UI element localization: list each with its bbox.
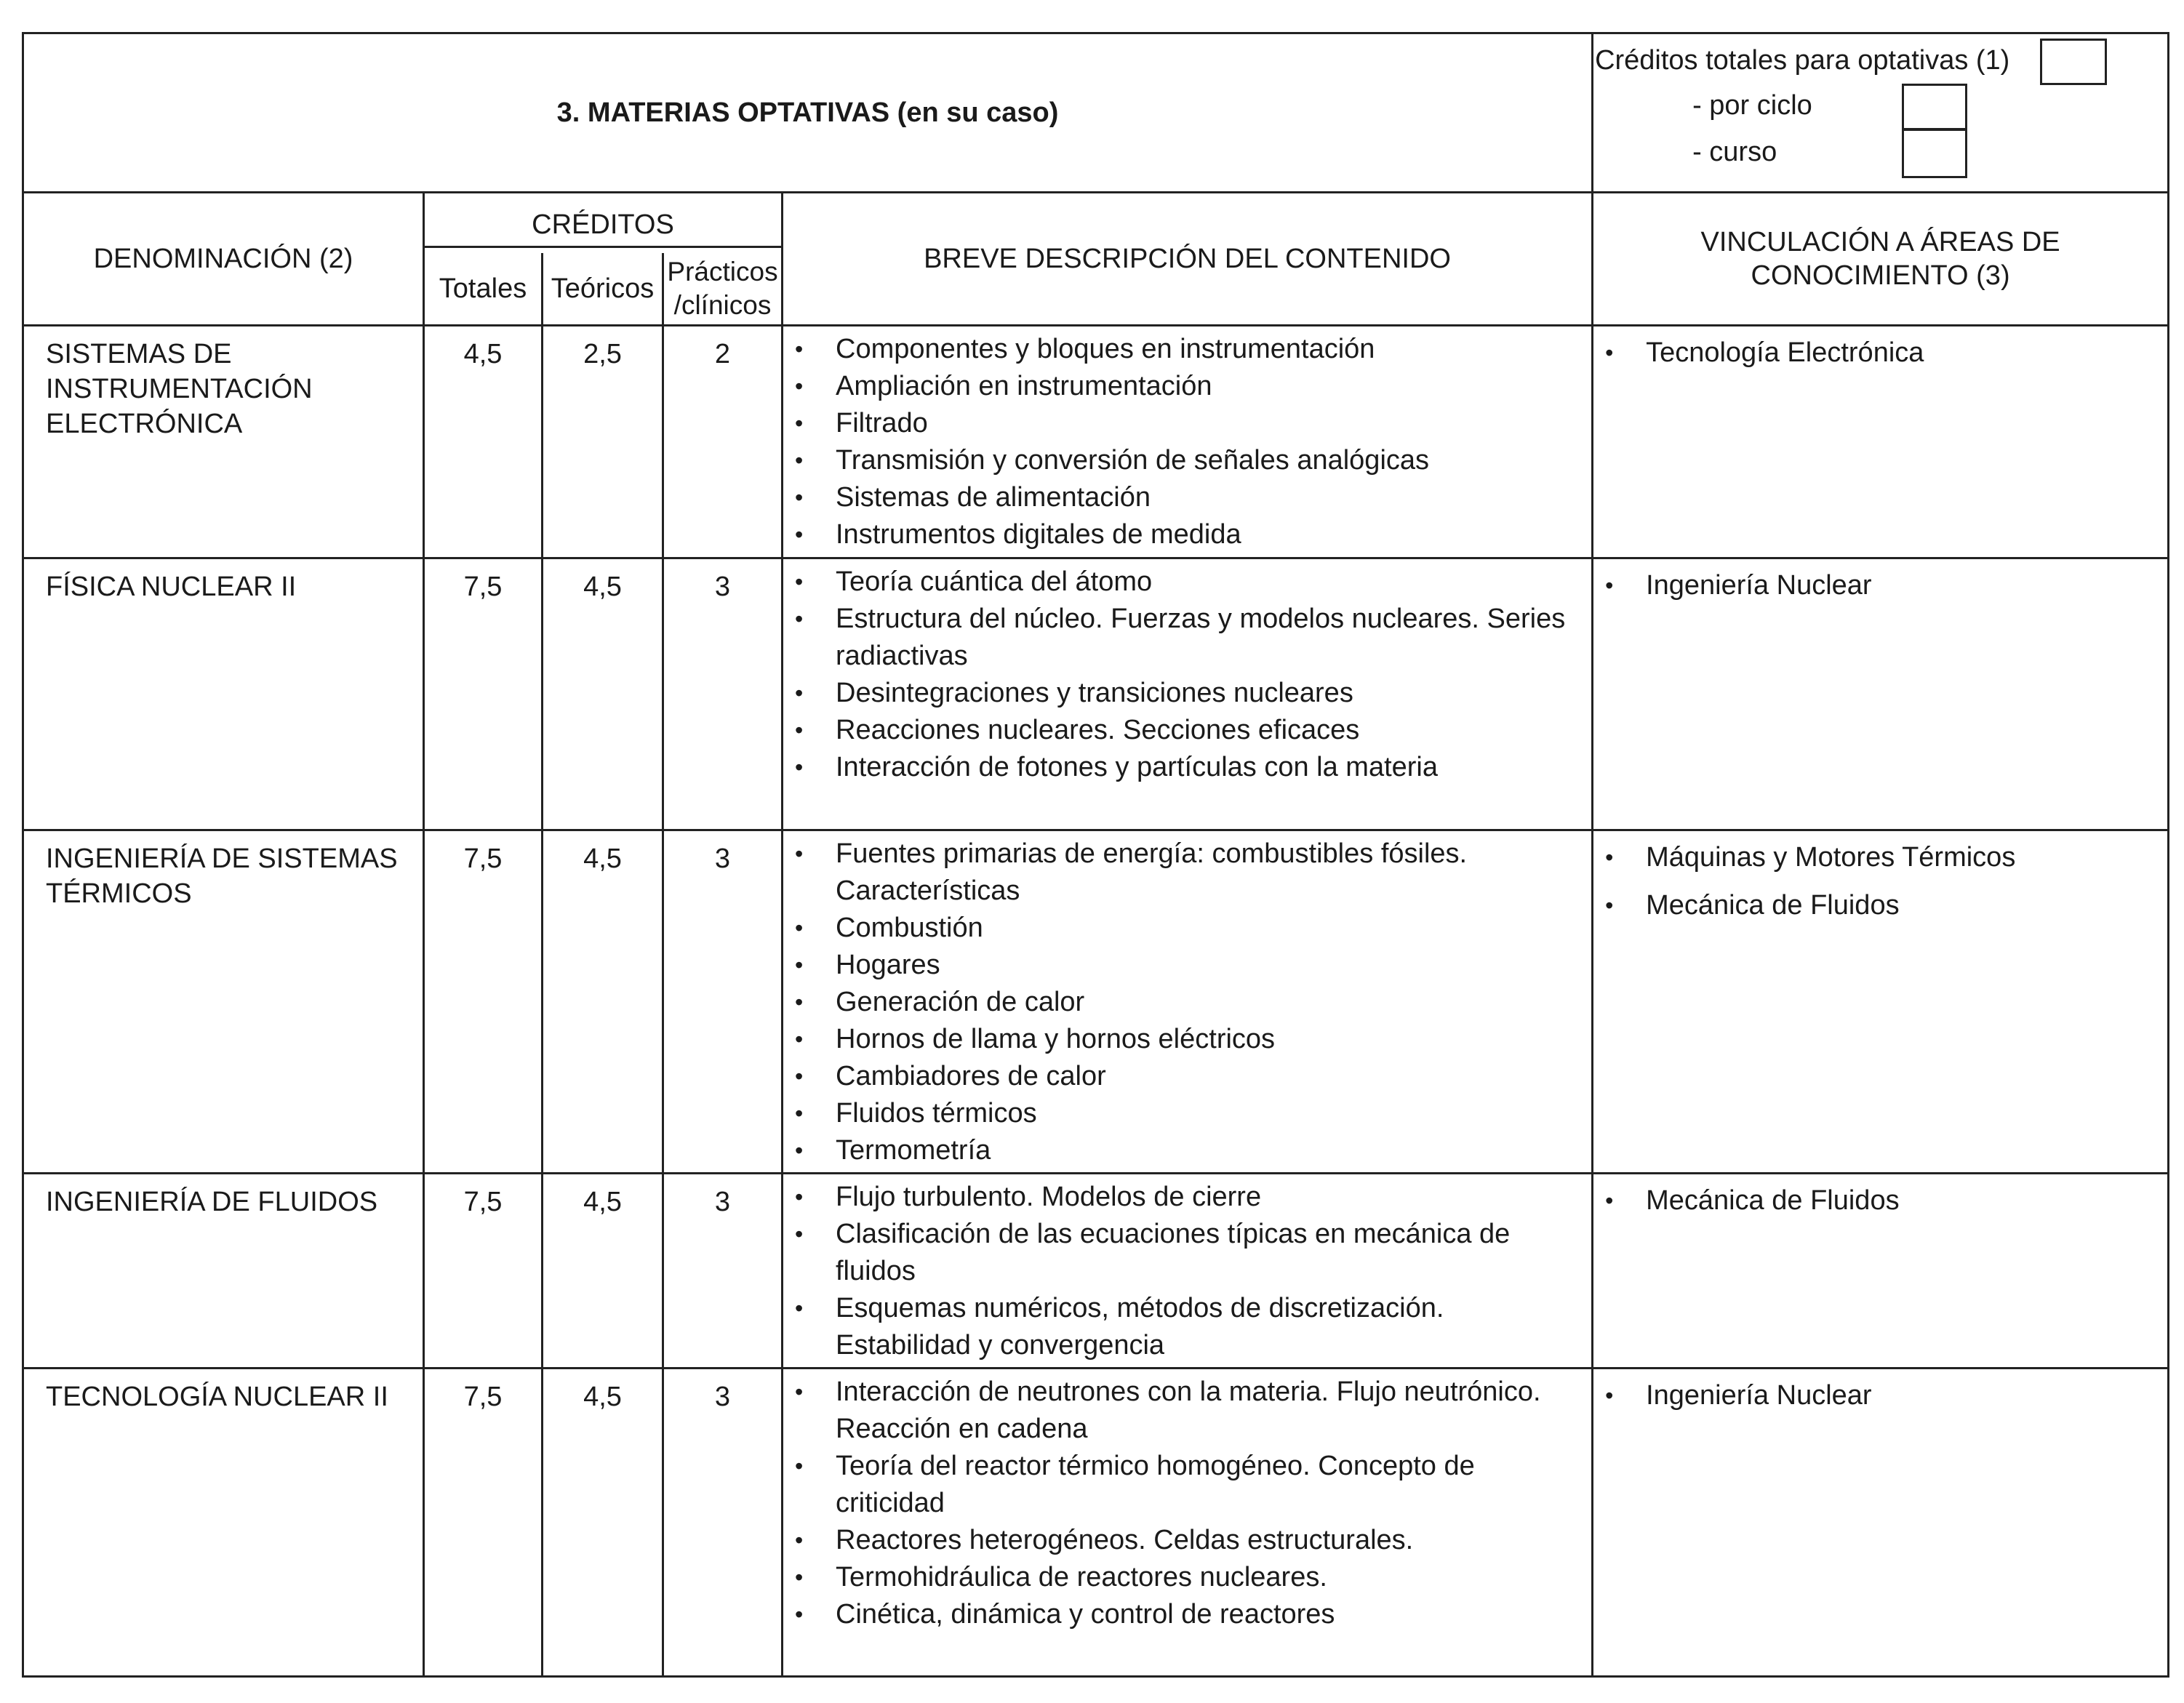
credits-column-group: [424, 193, 783, 326]
credits-header: CRÉDITOS: [425, 193, 781, 248]
list-item: • Interacción de neutrones con la materia. Flujo neutrónico. Reacción en cadena: [836, 1374, 1581, 1448]
totals-column-header: Totales: [439, 273, 527, 304]
column-header-row: [23, 193, 2169, 326]
list-item: • Ingeniería Nuclear: [1646, 1377, 2160, 1414]
list-item: • Cinética, dinámica y control de reactores: [836, 1596, 1581, 1633]
practice-credits: 3: [663, 558, 783, 830]
areas-cell: [1593, 558, 2169, 830]
list-item: • Hornos de llama y hornos eléctricos: [836, 1021, 1581, 1058]
list-item: • Combustión: [836, 910, 1581, 947]
per-cycle-label: - por ciclo: [1692, 90, 1812, 121]
totals-label: Créditos totales para optativas (1): [1595, 45, 2010, 76]
list-item: • Ampliación en instrumentación: [836, 368, 1581, 405]
per-cycle-input-box[interactable]: [1902, 84, 1967, 130]
table-row: [23, 1174, 2169, 1369]
total-credits: 7,5: [424, 1369, 543, 1677]
practice-credits: 3: [663, 1369, 783, 1677]
list-item: • Componentes y bloques en instrumentación: [836, 331, 1581, 368]
title-row: [23, 33, 2169, 193]
description-cell: [783, 1369, 1593, 1677]
description-column-header: BREVE DESCRIPCIÓN DEL CONTENIDO: [783, 193, 1593, 326]
course-input-box[interactable]: [1902, 129, 1967, 178]
list-item: • Termohidráulica de reactores nucleares.: [836, 1559, 1581, 1596]
list-item: • Filtrado: [836, 405, 1581, 442]
list-item: • Teoría cuántica del átomo: [836, 564, 1581, 601]
list-item: • Cambiadores de calor: [836, 1058, 1581, 1095]
theory-credits: 4,5: [543, 1369, 663, 1677]
total-credits: 4,5: [424, 326, 543, 558]
credit-totals-panel: [1593, 33, 2169, 193]
areas-cell: [1593, 830, 2169, 1174]
list-item: • Máquinas y Motores Térmicos: [1646, 838, 2160, 876]
list-item: • Reactores heterogéneos. Celdas estructurales.: [836, 1522, 1581, 1559]
areas-cell: [1593, 1174, 2169, 1369]
list-item: • Tecnología Electrónica: [1646, 334, 2160, 372]
list-item: • Mecánica de Fluidos: [1646, 886, 2160, 924]
theory-column-header: Teóricos: [541, 253, 662, 325]
theory-credits: 4,5: [543, 1174, 663, 1369]
list-item: • Reacciones nucleares. Secciones eficaces: [836, 712, 1581, 749]
list-item: • Teoría del reactor térmico homogéneo. Concepto de criticidad: [836, 1448, 1581, 1522]
practice-credits: 3: [663, 1174, 783, 1369]
list-item: • Transmisión y conversión de señales analógicas: [836, 442, 1581, 479]
list-item: • Generación de calor: [836, 984, 1581, 1021]
list-item: • Esquemas numéricos, métodos de discretización. Estabilidad y convergencia: [836, 1290, 1581, 1364]
table-row: [23, 558, 2169, 830]
description-cell: [783, 830, 1593, 1174]
list-item: • Ingeniería Nuclear: [1646, 566, 2160, 604]
practice-column-header: Prácticos /clínicos: [662, 253, 781, 325]
totals-input-box[interactable]: [2040, 39, 2107, 85]
areas-column-header: VINCULACIÓN A ÁREAS DE CONOCIMIENTO (3): [1593, 193, 2169, 326]
areas-cell: [1593, 1369, 2169, 1677]
list-item: • Fuentes primarias de energía: combustibles fósiles. Características: [836, 836, 1581, 910]
list-item: • Interacción de fotones y partículas con la materia: [836, 749, 1581, 786]
name-column-header: DENOMINACIÓN (2): [23, 193, 424, 326]
description-cell: [783, 558, 1593, 830]
table-row: [23, 326, 2169, 558]
list-item: • Instrumentos digitales de medida: [836, 516, 1581, 553]
description-cell: [783, 326, 1593, 558]
optional-subjects-form: [22, 32, 2167, 1678]
theory-credits: 4,5: [543, 558, 663, 830]
list-item: • Estructura del núcleo. Fuerzas y modelos nucleares. Series radiactivas: [836, 601, 1581, 675]
total-credits: 7,5: [424, 830, 543, 1174]
course-label: - curso: [1692, 137, 1777, 167]
list-item: • Termometría: [836, 1132, 1581, 1169]
total-credits: 7,5: [424, 1174, 543, 1369]
theory-credits: 4,5: [543, 830, 663, 1174]
subject-name: TECNOLOGÍA NUCLEAR II: [23, 1369, 424, 1677]
subject-name: FÍSICA NUCLEAR II: [23, 558, 424, 830]
total-credits: 7,5: [424, 558, 543, 830]
table-row: [23, 830, 2169, 1174]
practice-credits: 3: [663, 830, 783, 1174]
list-item: • Flujo turbulento. Modelos de cierre: [836, 1179, 1581, 1216]
description-cell: [783, 1174, 1593, 1369]
list-item: • Fluidos térmicos: [836, 1095, 1581, 1132]
list-item: • Desintegraciones y transiciones nucleares: [836, 675, 1581, 712]
areas-cell: [1593, 326, 2169, 558]
optional-subjects-table: [22, 32, 2169, 1678]
subject-name: INGENIERÍA DE SISTEMAS TÉRMICOS: [23, 830, 424, 1174]
list-item: • Mecánica de Fluidos: [1646, 1182, 2160, 1219]
list-item: • Hogares: [836, 947, 1581, 984]
subject-name: INGENIERÍA DE FLUIDOS: [23, 1174, 424, 1369]
list-item: • Sistemas de alimentación: [836, 479, 1581, 516]
list-item: • Clasificación de las ecuaciones típicas en mecánica de fluidos: [836, 1216, 1581, 1290]
subject-name: SISTEMAS DE INSTRUMENTACIÓN ELECTRÓNICA: [23, 326, 424, 558]
theory-credits: 2,5: [543, 326, 663, 558]
page-title: 3. MATERIAS OPTATIVAS (en su caso): [23, 33, 1593, 193]
table-row: [23, 1369, 2169, 1677]
practice-credits: 2: [663, 326, 783, 558]
